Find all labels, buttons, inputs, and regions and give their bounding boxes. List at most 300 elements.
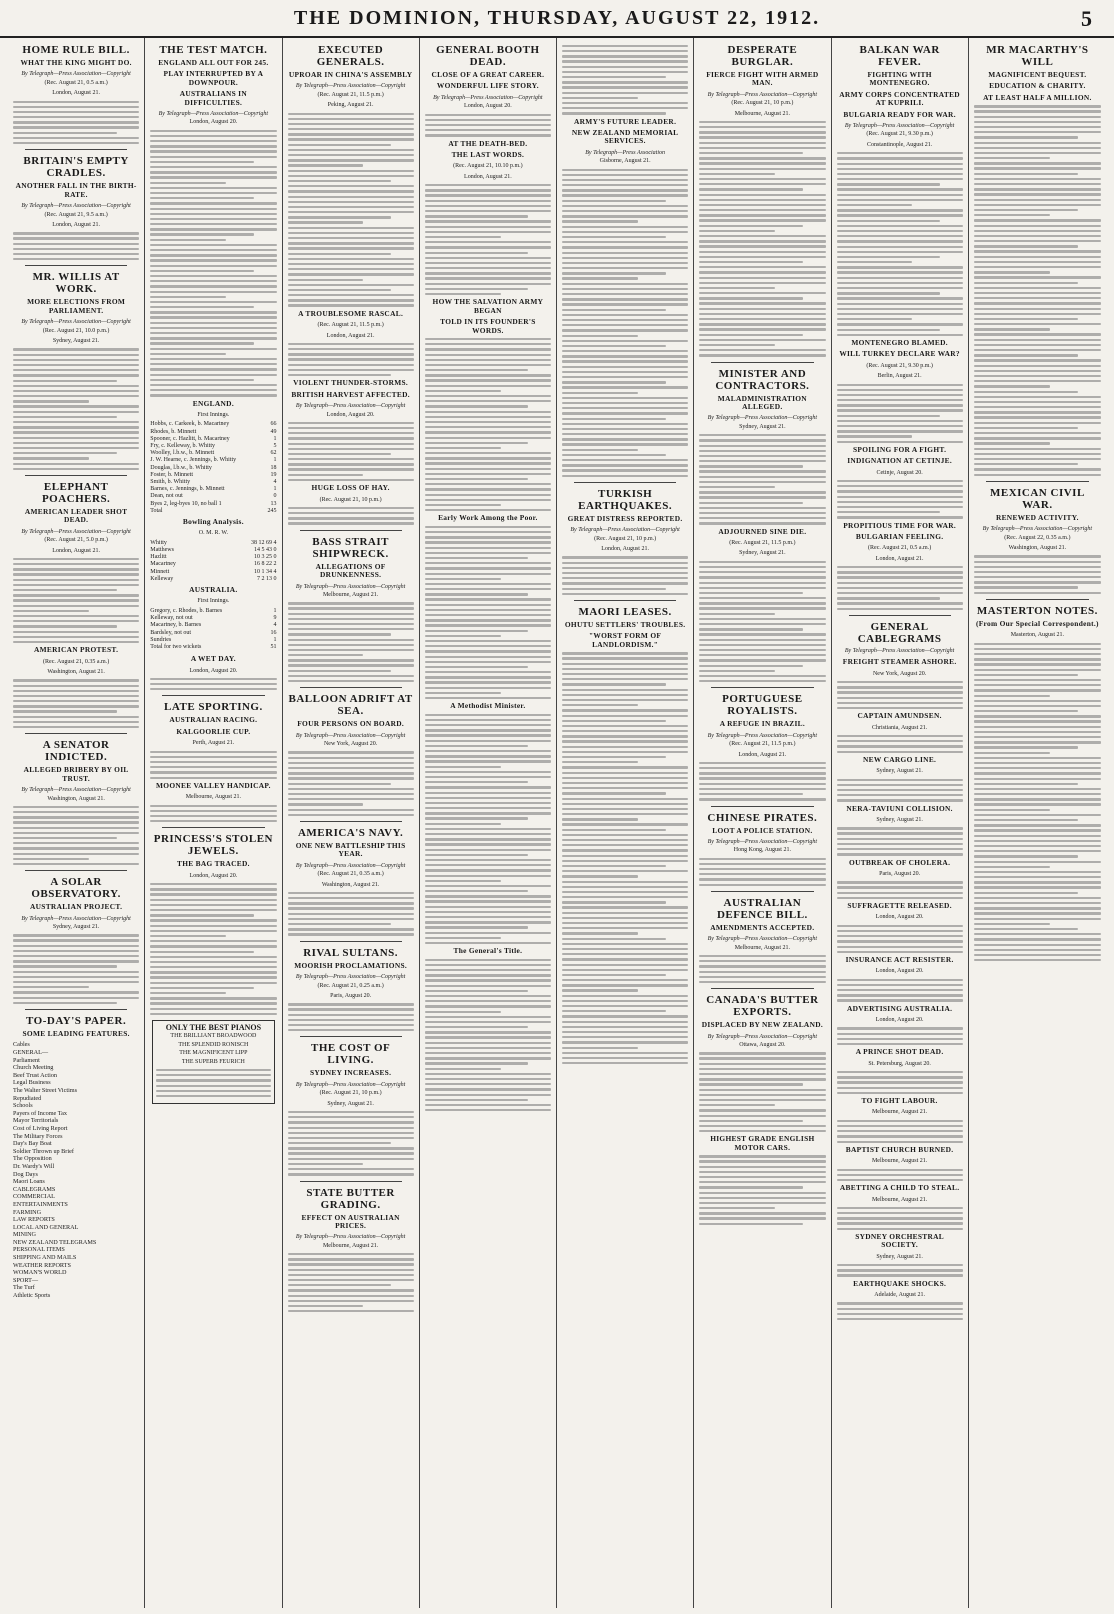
text-line [150,678,276,680]
text-line [699,225,803,227]
text-line [699,960,825,962]
column-7 [832,38,969,1608]
wire-credit: By Telegraph—Press Association—Copyright [295,403,406,410]
runs: 18 [270,464,277,471]
text-line [288,918,414,920]
text-line [425,786,551,788]
subheadline: MALADMINISTRATION ALLEGED. [717,393,807,412]
text-line [13,858,89,860]
text-line [562,60,688,62]
text-line [562,772,688,774]
text-line [562,86,688,88]
text-line [288,767,414,769]
text-line [288,907,414,909]
divider [300,941,402,942]
runs: 1 [273,435,277,442]
bowling-row [150,561,276,568]
text-line [974,365,1101,367]
text-line [562,179,688,181]
text-line [150,379,254,381]
batsman: Fry, c. Kelleway, b. Whitty [150,443,216,450]
contents-item [13,1072,139,1080]
text-line [974,245,1078,247]
text-line [974,173,1078,175]
received-date: (Rec. August 21, 9.30 p.m.) [866,362,933,369]
contents-label: COMMERCIAL [13,1193,55,1201]
text-line [425,194,551,196]
text-line [150,777,276,779]
dateline: London, August 21. [875,555,924,562]
text-line [699,1125,825,1127]
text-line [150,935,226,937]
text-line [837,1071,963,1073]
contents-item [13,1292,139,1300]
text-line [699,561,825,563]
article-body [837,480,963,519]
text-line [288,289,392,291]
text-line [425,262,551,264]
text-line [288,1310,414,1312]
received-date: (Rec. August 21, 0.35 a.m.) [43,658,110,665]
text-line [974,653,1101,655]
contents-label: FARMING [13,1208,42,1216]
text-line [562,562,688,564]
text-line [425,676,551,678]
text-line [562,577,688,579]
article-body [288,113,414,307]
text-line [699,576,825,578]
text-line [150,940,276,942]
text-line [562,392,638,394]
article-body [837,1169,963,1182]
text-line [150,951,254,953]
text-line [425,1026,529,1028]
headline: STATE BUTTER GRADING. [306,1186,395,1211]
text-line [288,247,414,249]
text-line [288,237,414,239]
subheadline: CAPTAIN AMUNDSEN. [857,711,942,721]
text-line [288,427,414,429]
article-body [699,561,825,683]
contents-item [13,1163,139,1171]
article-body [425,114,551,137]
text-line [425,1068,501,1070]
text-line [974,788,1101,790]
text-line [150,197,254,199]
text-line [425,895,551,897]
text-line [699,639,825,641]
text-line [562,704,638,706]
text-line [837,853,963,855]
text-line [288,175,414,177]
divider [711,988,813,989]
text-line [699,334,803,336]
text-line [150,332,276,334]
wire-credit: By Telegraph—Press Association—Copyright [21,528,131,535]
article-body [837,566,963,610]
contents-label: WEATHER REPORTS [13,1261,71,1269]
text-line [974,411,1101,413]
text-line [699,798,825,800]
text-line [837,789,963,791]
subheadline: A TROUBLESOME RASCAL. [298,308,404,318]
text-line [425,979,551,981]
text-line [837,940,963,942]
headline: AMERICA'S NAVY. [297,827,404,839]
headline: MAORI LEASES. [578,606,672,619]
text-line [562,386,688,388]
runs: 62 [270,450,277,457]
text-line [150,135,276,137]
figures: 10 1 34 4 [254,568,277,575]
dateline: Ottawa, August 20. [739,1042,786,1048]
text-line [562,169,688,171]
text-line [974,912,1101,914]
dateline: Sydney, August 21. [876,816,923,823]
text-line [974,923,1050,925]
text-line [974,824,1101,826]
text-line [288,279,364,281]
scorecard-sub: First Innings. [197,412,230,418]
text-line [974,437,1101,439]
text-line [288,809,414,811]
text-line [699,126,825,128]
score-row [150,465,276,472]
text-line [288,149,414,151]
text-line [699,266,825,268]
text-line [837,256,941,258]
text-line [288,664,414,666]
text-line [837,745,963,747]
text-line [699,659,825,661]
text-line [699,445,825,447]
headline: HOME RULE BILL. [22,44,130,56]
dateline: Melbourne, August 21. [185,794,242,801]
text-line [699,1130,825,1132]
text-line [425,823,501,825]
bowling-row [150,554,276,561]
text-line [288,1019,414,1021]
subheadline: HUGE LOSS OF HAY. [311,483,390,493]
text-line [150,815,276,817]
text-line [974,209,1078,211]
text-line [288,369,414,371]
text-line [562,964,688,966]
text-line [562,1041,688,1043]
text-line [562,376,688,378]
text-line [974,648,1101,650]
text-line [562,1005,688,1007]
text-line [974,835,1101,837]
received-date: (Rec. August 21, 11.5 p.m.) [729,741,796,748]
text-line [13,589,117,591]
text-line [837,602,963,604]
text-line [425,740,551,742]
contents-label: Cost of Living Report [13,1124,68,1132]
text-line [425,189,551,191]
text-line [562,668,688,670]
article-body [974,643,1101,962]
runs: 245 [267,507,277,514]
contents-label: Legal Business [13,1079,51,1087]
text-line [425,719,551,721]
text-line [150,358,276,360]
text-line [974,866,1050,868]
text-line [288,788,414,790]
text-line [13,416,117,418]
text-line [974,271,1050,273]
text-line [974,370,1101,372]
text-line [837,999,963,1001]
text-line [562,948,688,950]
text-line [288,1111,414,1113]
wire-credit: By Telegraph—Press Association—Copyright [433,94,543,101]
text-line [288,1253,414,1255]
text-line [425,937,501,939]
text-line [425,416,551,418]
article-body [150,883,276,1015]
text-line [699,271,825,273]
text-line [288,138,414,140]
text-line [974,359,1101,361]
text-line [150,961,276,963]
wire-credit: By Telegraph—Press Association—Copyright [707,415,818,422]
text-line [13,832,139,834]
text-line [425,499,551,501]
text-line [837,204,913,206]
runs: 49 [270,428,277,435]
text-line [562,720,666,722]
text-line [13,945,139,947]
text-line [562,81,688,83]
subheadline: BAPTIST CHURCH BURNED. [845,1144,954,1154]
text-line [699,783,825,785]
article-body [150,805,276,823]
text-line [425,1109,551,1111]
text-line [13,248,139,250]
text-line [562,808,688,810]
text-line [562,891,688,893]
text-line [974,142,1101,144]
batsman: Dean, not out [150,493,183,500]
text-line [974,323,1101,325]
text-line [699,1166,825,1168]
contents-label: Maori Loans [13,1178,45,1186]
text-line [837,827,963,829]
text-line [562,262,688,264]
text-line [562,303,688,305]
wire-credit: By Telegraph—Press Association—Copyright [21,915,131,922]
headline: MEXICAN CIVIL WAR. [989,486,1085,511]
text-line [425,1005,551,1007]
subheadline: THE LAST WORDS. [451,149,525,159]
text-line [13,610,89,612]
text-line [974,663,1101,665]
text-line [699,1171,825,1173]
text-line [974,458,1101,460]
text-line [837,261,913,263]
text-line [699,582,825,584]
dateline: Sydney, August 21. [327,1100,374,1107]
subheadline: HOW THE SALVATION ARMY BEGAN [432,297,544,315]
wire-credit: By Telegraph—Press Association—Copyright [21,787,131,794]
text-line [425,462,551,464]
text-line [974,643,1101,645]
subheadline: ABETTING A CHILD TO STEAL. [839,1183,960,1193]
article-body [425,959,551,1112]
subheadline: ADJOURNED SINE DIE. [718,526,807,536]
contents-label: The Turf [13,1284,35,1292]
text-line [974,193,1101,195]
text-line [974,427,1078,429]
text-line [562,886,688,888]
text-line [699,168,825,170]
text-line [562,293,688,295]
text-line [562,1036,688,1038]
contents-label: SHIPPING AND MAILS [13,1254,77,1262]
dateline: London, August 20. [875,914,924,921]
bowling-row [150,576,276,583]
text-line [288,1284,392,1286]
text-line [837,1092,963,1094]
text-line [425,478,529,480]
text-line [150,766,276,768]
text-line [562,314,688,316]
text-line [699,230,775,232]
text-line [425,843,551,845]
text-line [288,304,414,306]
text-line [699,670,775,672]
divider [300,1181,402,1182]
text-line [425,1104,551,1106]
text-line [974,302,1101,304]
text-line [288,1142,392,1144]
headline: ELEPHANT POACHERS. [41,481,111,505]
text-line [425,760,551,762]
text-line [562,556,688,558]
text-line [699,1212,825,1214]
ad-line: THE SUPERB FEURICH [181,1058,245,1065]
text-line [13,359,139,361]
bowling-row [150,540,276,547]
text-line [13,726,139,728]
batsman: Rhodes, b. Minnett [150,428,197,435]
text-line [425,573,551,575]
text-line [837,1141,963,1143]
text-line [837,794,963,796]
contents-label: Mayor Territorials [13,1117,59,1125]
text-line [425,942,551,944]
text-line [837,702,963,704]
text-line [562,184,688,186]
text-line [13,710,117,712]
text-line [562,1031,688,1033]
text-line [837,282,963,284]
text-line [150,1002,276,1004]
text-line [288,1152,414,1154]
text-line [13,971,139,973]
text-line [837,740,963,742]
article-body [699,434,825,524]
text-line [425,236,501,238]
contents-item [13,1095,139,1103]
text-line [699,597,825,599]
text-line [562,834,688,836]
score-row [150,501,276,508]
text-line [562,932,638,934]
contents-label: Cables [13,1041,30,1049]
text-line [837,266,963,268]
text-line [974,949,1101,951]
text-line [699,1063,825,1065]
text-line [13,253,139,255]
text-line [288,654,364,656]
text-line [425,1073,551,1075]
text-line [13,369,139,371]
contents-list [13,1041,139,1299]
wire-credit: By Telegraph—Press Association—Copyright [21,203,131,210]
text-line [974,710,1078,712]
text-line [425,1042,551,1044]
text-line [562,433,688,435]
text-line [288,522,414,524]
text-line [150,145,276,147]
text-line [699,767,825,769]
text-line [288,892,414,894]
text-line [425,959,551,961]
text-line [150,368,276,370]
received-date: (Rec. August 21, 0.5 a.m.) [868,545,932,552]
text-line [699,152,803,154]
text-line [13,976,139,978]
text-line [13,468,139,470]
received-date: (Rec. August 21, 10 p.m.) [319,1090,382,1097]
text-line [699,602,825,604]
text-line [425,1099,529,1101]
text-line [974,576,1101,578]
text-line [837,277,963,279]
text-line [288,644,414,646]
text-line [288,1305,364,1307]
divider [711,806,813,807]
text-line [425,215,529,217]
text-line [288,201,414,203]
text-line [288,170,414,172]
scorecard [150,400,276,652]
text-line [974,669,1101,671]
text-line [837,832,963,834]
contents-label: The Opposition [13,1155,52,1163]
dateline: Sydney, August 21. [876,1253,923,1260]
text-line [425,1011,501,1013]
contents-item [13,1110,139,1118]
subheadline: "WORST FORM OF LANDLORDISM." [589,631,662,649]
text-line [156,1085,270,1087]
dateline: Adelaide, August 21. [874,1292,925,1299]
text-line [13,700,139,702]
text-line [562,740,688,742]
text-line [974,204,1101,206]
text-line [288,1008,414,1010]
text-line [974,178,1101,180]
text-line [288,1269,414,1271]
text-line [13,705,139,707]
received-date: (Rec. August 21, 11.5 p.m.) [729,540,796,547]
text-line [837,303,963,305]
text-line [425,1036,551,1038]
received-date: (Rec. August 21, 9.30 p.m.) [866,131,933,138]
dateline: London, August 21. [52,221,100,228]
